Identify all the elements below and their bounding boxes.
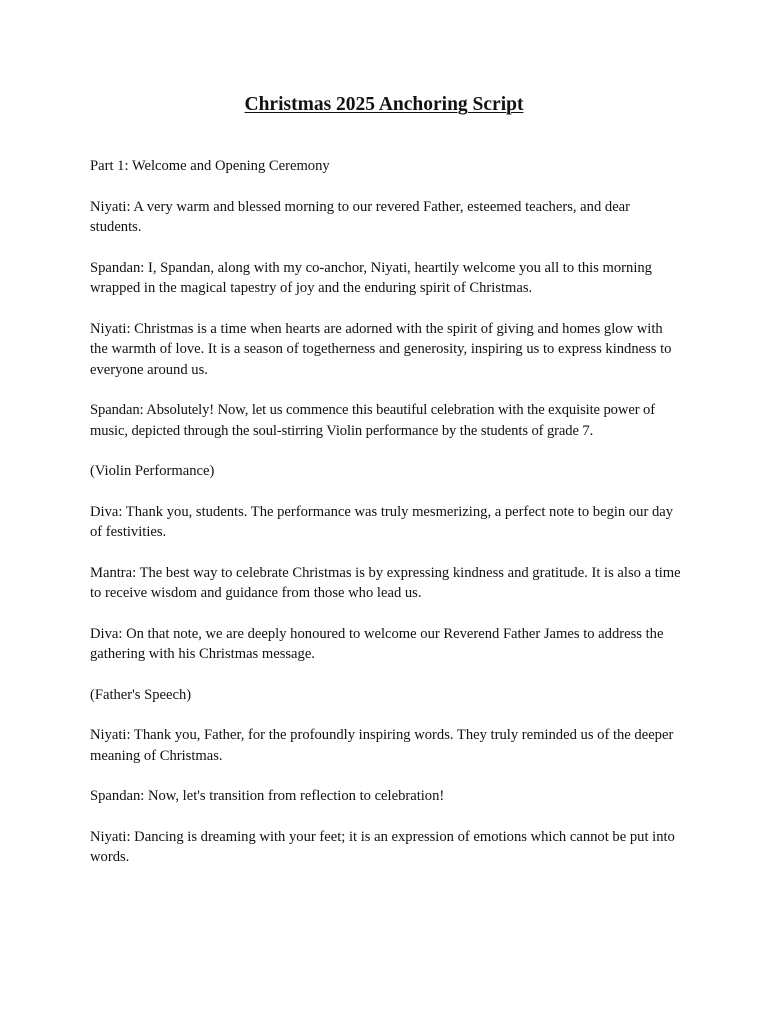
script-line: Niyati: Christmas is a time when hearts are adorned with the spirit of giving and homes glow with the warmth of love. It is a season of togetherness and generosity, inspiring us to express kindness to everyone around us. [90, 320, 672, 378]
script-line: Spandan: Now, let's transition from reflection to celebration! [90, 788, 445, 804]
script-line: Niyati: A very warm and blessed morning to our revered Father, esteemed teachers, and dear students. [90, 198, 631, 235]
section-heading: Part 1: Welcome and Opening Ceremony [90, 158, 330, 174]
script-line: Niyati: Dancing is dreaming with your feet; it is an expression of emotions which cannot be put into words. [90, 828, 675, 865]
script-line: Mantra: The best way to celebrate Christmas is by expressing kindness and gratitude. It is also a time to receive wisdom and guidance from those who lead us. [90, 564, 681, 601]
document-title: Christmas 2025 Anchoring Script [244, 94, 524, 115]
script-line: Spandan: I, Spandan, along with my co-anchor, Niyati, heartily welcome you all to this morning wrapped in the magical tapestry of joy and the enduring spirit of Christmas. [90, 259, 652, 296]
script-line: Niyati: Thank you, Father, for the profoundly inspiring words. They truly reminded us of the deeper meaning of Christmas. [90, 727, 674, 764]
script-line: Spandan: Absolutely! Now, let us commence this beautiful celebration with the exquisite power of music, depicted through the soul-stirring Violin performance by the students of grade 7. [90, 402, 655, 439]
script-line: Diva: On that note, we are deeply honoured to welcome our Reverend Father James to address the gathering with his Christmas message. [90, 625, 664, 662]
stage-direction: (Violin Performance) [90, 463, 215, 479]
document-body [90, 156, 682, 888]
stage-direction: (Father's Speech) [90, 686, 192, 703]
script-line: Diva: Thank you, students. The performance was truly mesmerizing, a perfect note to begin our day of festivities. [90, 503, 674, 540]
